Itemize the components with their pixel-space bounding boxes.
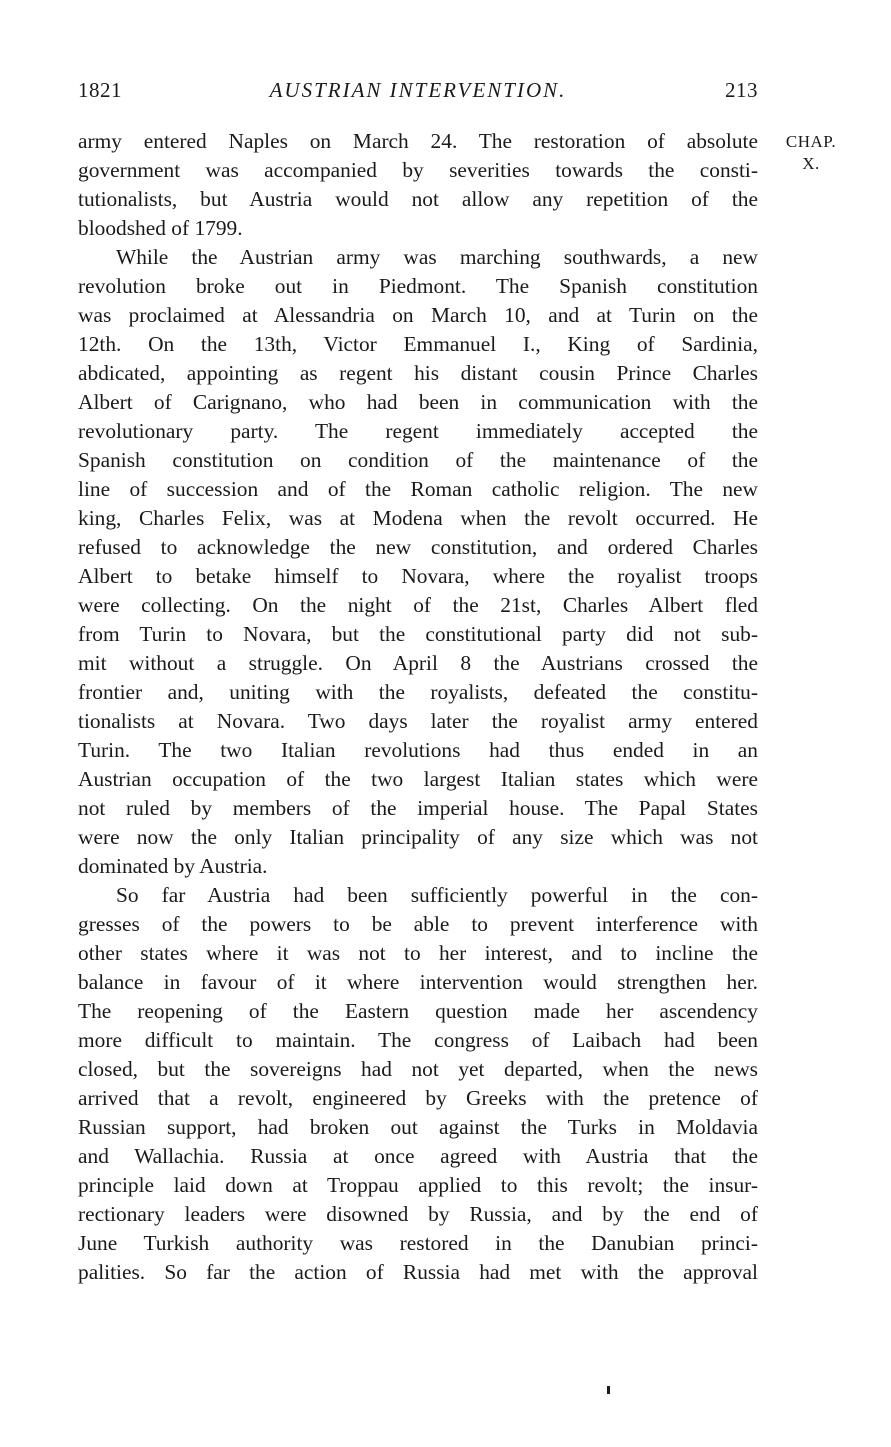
paragraph xyxy=(78,881,758,1287)
text-line: palities. So far the action of Russia had met with the approval xyxy=(78,1260,758,1284)
text-line: refused to acknowledge the new constitution, and ordered Charles xyxy=(78,535,758,559)
text-line: balance in favour of it where intervention would strengthen her. xyxy=(78,970,758,994)
text-line: tionalists at Novara. Two days later the royalist army entered xyxy=(78,709,758,733)
text-line: more difficult to maintain. The congress of Laibach had been xyxy=(78,1028,758,1052)
text-line: other states where it was not to her interest, and to incline the xyxy=(78,941,758,965)
text-line: Albert to betake himself to Novara, where the royalist troops xyxy=(78,564,758,588)
text-line: June Turkish authority was restored in the Danubian princi- xyxy=(78,1231,758,1255)
text-line: and Wallachia. Russia at once agreed with Austria that the xyxy=(78,1144,758,1168)
chapter-margin-note xyxy=(776,131,846,175)
text-line: government was accompanied by severities towards the consti- xyxy=(78,158,758,182)
text-line: 12th. On the 13th, Victor Emmanuel I., King of Sardinia, xyxy=(78,332,758,356)
chapter-number: X. xyxy=(802,154,820,173)
printer-mark xyxy=(607,1386,610,1394)
text-line: bloodshed of 1799. xyxy=(78,216,243,240)
text-line: rectionary leaders were disowned by Russia, and by the end of xyxy=(78,1202,758,1226)
text-line: revolutionary party. The regent immediately accepted the xyxy=(78,419,758,443)
text-line: abdicated, appointing as regent his distant cousin Prince Charles xyxy=(78,361,758,385)
page-number: 213 xyxy=(725,78,758,102)
text-line: army entered Naples on March 24. The restoration of absolute xyxy=(78,129,758,153)
text-line: Austrian occupation of the two largest Italian states which were xyxy=(78,767,758,791)
text-line: The reopening of the Eastern question made her ascendency xyxy=(78,999,758,1023)
body-text xyxy=(78,127,758,1287)
text-line: closed, but the sovereigns had not yet departed, when the news xyxy=(78,1057,758,1081)
text-line: Spanish constitution on condition of the maintenance of the xyxy=(78,448,758,472)
text-line: were now the only Italian principality of any size which was not xyxy=(78,825,758,849)
header-year: 1821 xyxy=(78,78,122,102)
text-line: were collecting. On the night of the 21st, Charles Albert fled xyxy=(78,593,758,617)
text-line: principle laid down at Troppau applied to this revolt; the insur- xyxy=(78,1173,758,1197)
paragraph xyxy=(78,243,758,881)
text-line: gresses of the powers to be able to prevent interference with xyxy=(78,912,758,936)
text-line: tutionalists, but Austria would not allow any repetition of the xyxy=(78,187,758,211)
text-line: mit without a struggle. On April 8 the Austrians crossed the xyxy=(78,651,758,675)
text-line: While the Austrian army was marching southwards, a new xyxy=(116,245,758,269)
text-line: Russian support, had broken out against the Turks in Moldavia xyxy=(78,1115,758,1139)
paragraph xyxy=(78,127,758,243)
text-line: dominated by Austria. xyxy=(78,854,268,878)
running-head xyxy=(78,78,758,108)
text-line: Turin. The two Italian revolutions had thus ended in an xyxy=(78,738,758,762)
text-line: Albert of Carignano, who had been in communication with the xyxy=(78,390,758,414)
text-line: So far Austria had been sufficiently powerful in the con- xyxy=(116,883,758,907)
text-line: king, Charles Felix, was at Modena when the revolt occurred. He xyxy=(78,506,758,530)
chapter-label: CHAP. xyxy=(785,132,837,151)
text-line: not ruled by members of the imperial house. The Papal States xyxy=(78,796,758,820)
text-line: frontier and, uniting with the royalists, defeated the constitu- xyxy=(78,680,758,704)
header-title: AUSTRIAN INTERVENTION. xyxy=(269,78,567,102)
text-line: arrived that a revolt, engineered by Greeks with the pretence of xyxy=(78,1086,758,1110)
text-line: was proclaimed at Alessandria on March 10, and at Turin on the xyxy=(78,303,758,327)
text-line: revolution broke out in Piedmont. The Spanish constitution xyxy=(78,274,758,298)
text-line: line of succession and of the Roman catholic religion. The new xyxy=(78,477,758,501)
text-line: from Turin to Novara, but the constitutional party did not sub- xyxy=(78,622,758,646)
